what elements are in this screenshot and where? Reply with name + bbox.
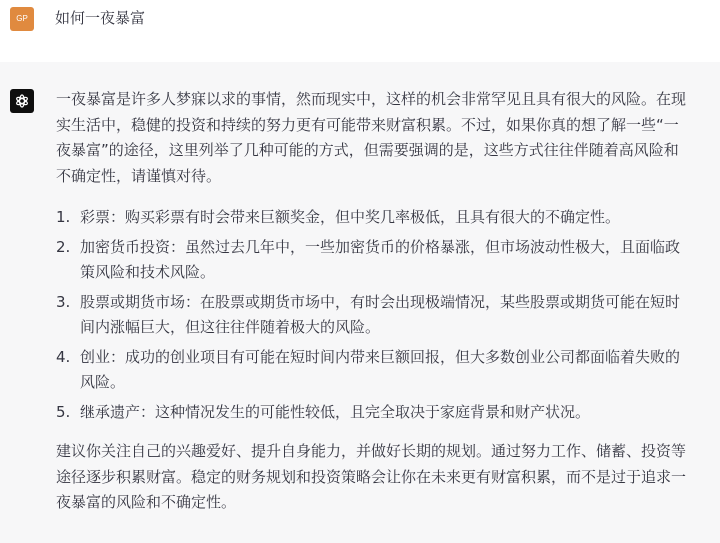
list-item-line: 加密货币投资：虽然过去几年中，一些加密货币的价格暴涨，但市场波动性极大，且面临政: [80, 237, 681, 256]
list-item-line: 间内涨幅巨大，但这往往伴随着极大的风险。: [80, 318, 381, 336]
list-item-number: 4.: [56, 347, 71, 366]
list-item: [56, 235, 714, 286]
options-list: [56, 205, 714, 425]
assistant-message-row: [0, 62, 720, 543]
intro-paragraph: [56, 87, 714, 189]
list-item-number: 2.: [56, 237, 71, 256]
list-item-line: 股票或期货市场：在股票或期货市场中，有时会出现极端情况，某些股票或期货可能在短时: [80, 292, 681, 311]
intro-line: 实生活中，稳健的投资和持续的努力更有可能带来财富积累。不过，如果你真的想了解一些“一: [56, 115, 679, 134]
list-item-line: 彩票：购买彩票有时会带来巨额奖金，但中奖几率极低，且具有很大的不确定性。: [80, 208, 621, 226]
list-item-line: 策风险和技术风险。: [80, 263, 216, 281]
user-message-text: 如何一夜暴富: [55, 9, 146, 27]
list-item: [56, 345, 714, 396]
outro-paragraph: [56, 439, 714, 516]
outro-line: 夜暴富的风险和不确定性。: [56, 493, 237, 511]
list-item: [56, 400, 714, 426]
intro-line: 夜暴富”的途径，这里列举了几种可能的方式，但需要强调的是，这些方式往往伴随着高风险和: [56, 141, 679, 159]
list-item-line: 风险。: [80, 373, 126, 391]
openai-logo-icon: [13, 92, 31, 110]
list-item-line: 继承遗产：这种情况发生的可能性较低，且完全取决于家庭背景和财产状况。: [80, 402, 591, 421]
outro-line: 建议你关注自己的兴趣爱好、提升自身能力，并做好长期的规划。通过努力工作、储蓄、投资等: [56, 442, 687, 460]
intro-line: 一夜暴富是许多人梦寐以求的事情，然而现实中，这样的机会非常罕见且具有很大的风险。在现: [56, 90, 687, 108]
list-item: [56, 290, 714, 341]
intro-line: 不确定性，请谨慎对待。: [56, 166, 222, 185]
user-avatar: GP: [10, 7, 34, 31]
list-item-line: 创业：成功的创业项目有可能在短时间内带来巨额回报，但大多数创业公司都面临着失败的: [80, 347, 681, 366]
list-item: [56, 205, 714, 231]
list-item-number: 1.: [56, 208, 71, 226]
list-item-number: 3.: [56, 292, 71, 311]
assistant-message-content: [56, 87, 714, 516]
outro-line: 途径逐步积累财富。稳定的财务规划和投资策略会让你在未来更有财富积累，而不是过于追求一: [56, 467, 687, 486]
assistant-avatar: [10, 89, 34, 113]
user-message-row: [0, 0, 720, 63]
list-item-number: 5.: [56, 402, 71, 421]
